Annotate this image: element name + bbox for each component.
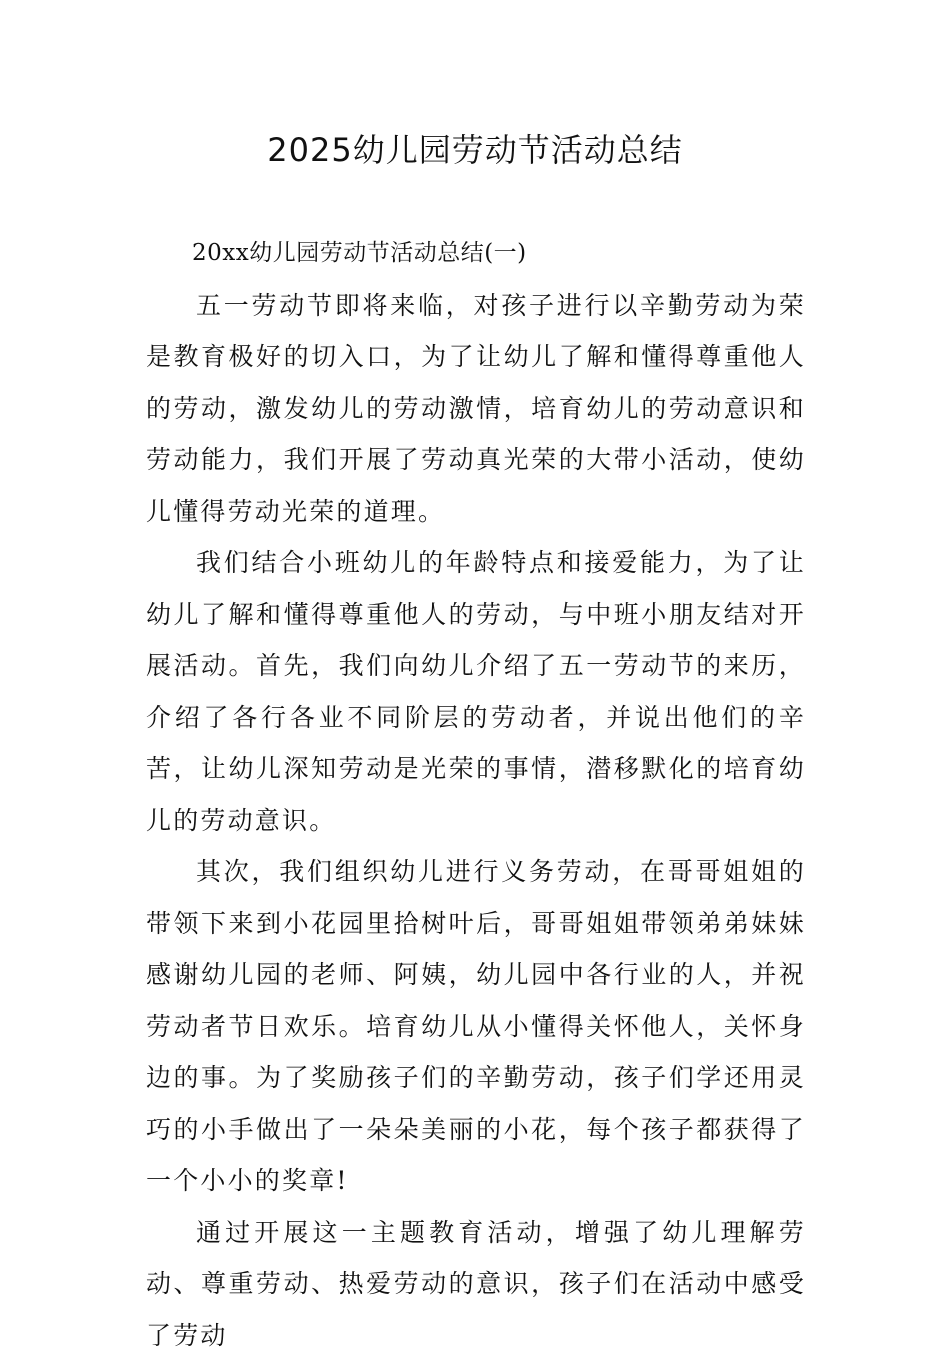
paragraph-3: 其次，我们组织幼儿进行义务劳动，在哥哥姐姐的带领下来到小花园里拾树叶后，哥哥姐姐带领弟弟妹妹感谢幼儿园的老师、阿姨，幼儿园中各行业的人，并祝劳动者节日欢乐。培育幼儿从小懂得关怀他人，关怀身边的事。为了奖励孩子们的辛勤劳动，孩子们学还用灵巧的小手做出了一朵朵美丽的小花，每个孩子都获得了一个小小的奖章! <box>146 846 806 1207</box>
paragraph-1: 五一劳动节即将来临，对孩子进行以辛勤劳动为荣是教育极好的切入口，为了让幼儿了解和懂得尊重他人的劳动，激发幼儿的劳动激情，培育幼儿的劳动意识和劳动能力，我们开展了劳动真光荣的大带小活动，使幼儿懂得劳动光荣的道理。 <box>146 280 806 538</box>
section-heading: 20xx幼儿园劳动节活动总结(一) <box>146 228 806 280</box>
paragraph-4: 通过开展这一主题教育活动，增强了幼儿理解劳动、尊重劳动、热爱劳动的意识，孩子们在活动中感受了劳动 <box>146 1207 806 1361</box>
document-body <box>146 228 806 1361</box>
paragraph-2: 我们结合小班幼儿的年龄特点和接爱能力，为了让幼儿了解和懂得尊重他人的劳动，与中班小朋友结对开展活动。首先，我们向幼儿介绍了五一劳动节的来历，介绍了各行各业不同阶层的劳动者，并说出他们的辛苦，让幼儿深知劳动是光荣的事情，潜移默化的培育幼儿的劳动意识。 <box>146 537 806 846</box>
document-title: 2025幼儿园劳动节活动总结 <box>0 124 950 176</box>
